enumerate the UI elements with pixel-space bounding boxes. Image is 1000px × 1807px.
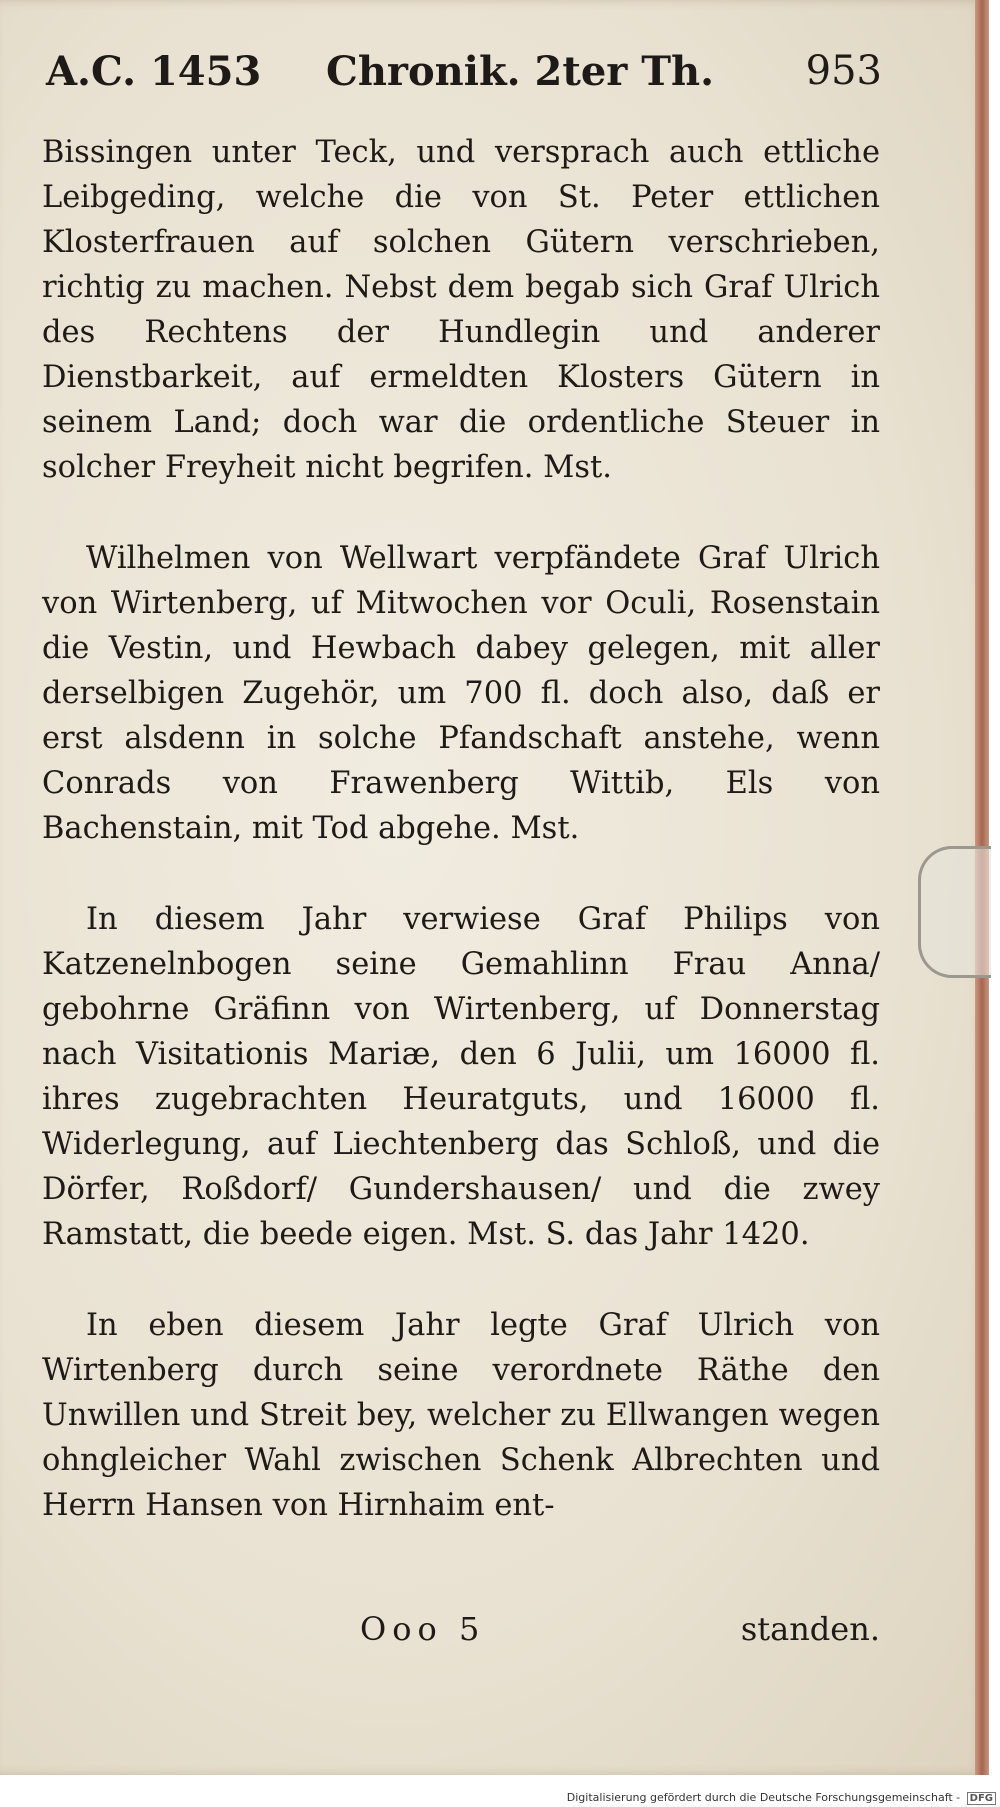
page-clip-shadow xyxy=(918,846,991,978)
paragraph-4: In eben diesem Jahr legte Graf Ulrich von Wirtenberg durch seine verordnete Räthe den Unwillen und Streit bey, welcher zu Ellwangen wegen ohngleicher Wahl zwischen Schenk Albrechten und Herrn Hansen von Hirnhaim ent- xyxy=(42,1308,880,1523)
page-body xyxy=(42,130,880,1528)
paragraph-1: Bissingen unter Teck, und versprach auch ettliche Leibgeding, welche die von St. Peter ettlichen Klosterfrauen auf solchen Gütern verschrieben, richtig zu machen. Nebst dem begab sich Graf Ulrich des Rechtens der Hundlegin und anderer Dienstbarkeit, auf ermeldten Klosters Gütern in seinem Land; doch war die ordentliche Steuer in solcher Freyheit nicht begrifen. Mst. xyxy=(42,135,880,485)
header-year: A.C. 1453 xyxy=(46,48,262,95)
page-footer xyxy=(360,1610,880,1660)
dfg-logo: DFG xyxy=(967,1792,996,1805)
catchword: standen. xyxy=(740,1610,880,1648)
running-header xyxy=(46,48,882,108)
signature-mark: Ooo 5 xyxy=(360,1610,486,1648)
paragraph-3: In diesem Jahr verwiese Graf Philips von Katzenelnbogen seine Gemahlinn Frau Anna/ gebohrne Gräfinn von Wirtenberg, uf Donnerstag nach Visitationis Mariæ, den 6 Julii, um 16000 fl. ihres zugebrachten Heuratguts, und 16000 fl. Widerlegung, auf Liechtenberg das Schloß, und die Dörfer, Roßdorf/ Gundershausen/ und die zwey Ramstatt, die beede eigen. Mst. S. das Jahr 1420. xyxy=(42,902,880,1252)
credit-text: Digitalisierung gefördert durch die Deutsche Forschungsgemeinschaft - xyxy=(566,1791,961,1804)
page-number: 953 xyxy=(805,48,882,94)
digitization-credit xyxy=(567,1791,996,1805)
header-title: Chronik. 2ter Th. xyxy=(326,48,715,95)
paragraph-2: Wilhelmen von Wellwart verpfändete Graf Ulrich von Wirtenberg, uf Mitwochen vor Oculi, Rosenstain die Vestin, und Hewbach dabey gelegen, mit aller derselbigen Zugehör, um 700 fl. doch also, daß er erst alsdenn in solche Pfandschaft anstehe, wenn Conrads von Frawenberg Wittib, Els von Bachenstain, mit Tod abgehe. Mst. xyxy=(42,541,880,846)
